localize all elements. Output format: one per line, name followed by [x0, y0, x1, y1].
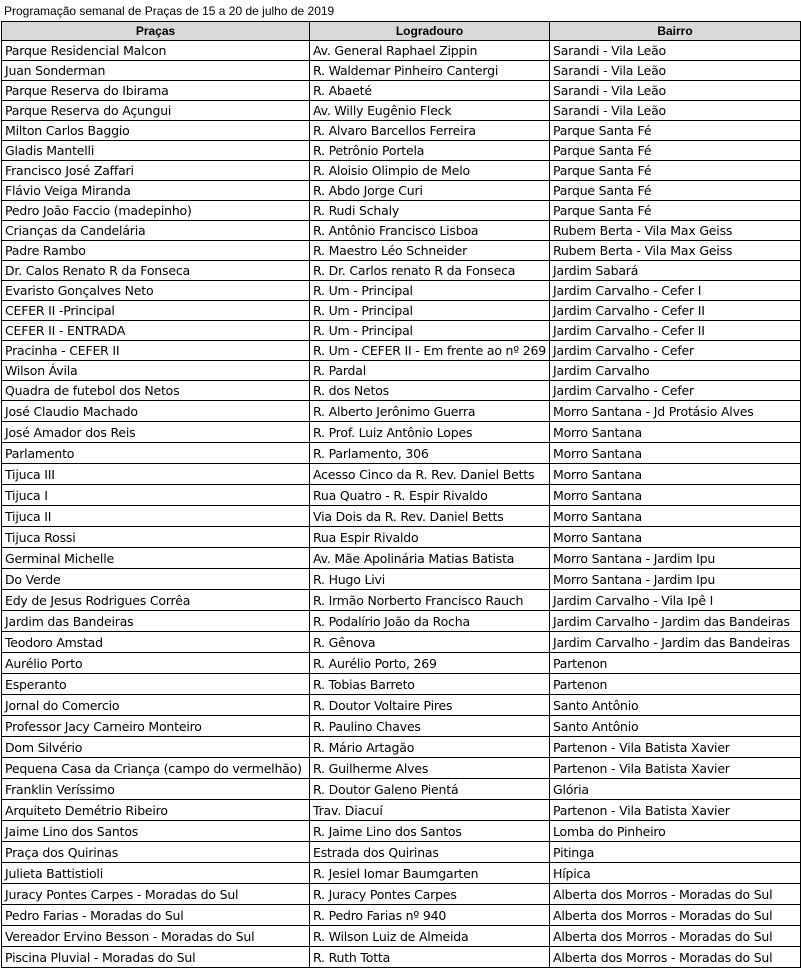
praca-cell: Pedro João Faccio (madepinho)	[2, 201, 310, 221]
bairro-cell: Jardim Carvalho - Cefer II	[550, 321, 801, 341]
praca-cell: Juracy Pontes Carpes - Moradas do Sul	[2, 884, 310, 905]
logradouro-cell: R. dos Netos	[310, 381, 550, 401]
praca-cell: Parlamento	[2, 443, 310, 464]
bairro-cell: Parque Santa Fé	[550, 181, 801, 201]
logradouro-cell: R. Doutor Galeno Pientá	[310, 779, 550, 800]
praca-cell: Francisco José Zaffari	[2, 161, 310, 181]
bairro-cell: Jardim Carvalho - Cefer II	[550, 301, 801, 321]
table-row	[2, 506, 801, 527]
bairro-cell: Jardim Carvalho - Jardim das Bandeiras	[550, 611, 801, 632]
logradouro-cell: Rua Espir Rivaldo	[310, 527, 550, 548]
header-logradouro: Logradouro	[310, 22, 550, 41]
praca-cell: Dom Silvério	[2, 737, 310, 758]
bairro-cell: Morro Santana - Jardim Ipu	[550, 548, 801, 569]
table-row	[2, 341, 801, 361]
logradouro-cell: R. Abaeté	[310, 81, 550, 101]
logradouro-cell: Trav. Diacuí	[310, 800, 550, 821]
logradouro-cell: R. Alvaro Barcellos Ferreira	[310, 121, 550, 141]
table-row	[2, 301, 801, 321]
logradouro-cell: R. Tobias Barreto	[310, 674, 550, 695]
bairro-cell: Sarandi - Vila Leão	[550, 61, 801, 81]
logradouro-cell: R. Jesiel Iomar Baumgarten	[310, 863, 550, 884]
bairro-cell: Alberta dos Morros - Moradas do Sul	[550, 926, 801, 947]
logradouro-cell: R. Prof. Luiz Antônio Lopes	[310, 422, 550, 443]
bairro-cell: Jardim Sabará	[550, 261, 801, 281]
table-row	[2, 695, 801, 716]
bairro-cell: Partenon	[550, 674, 801, 695]
logradouro-cell: Via Dois da R. Rev. Daniel Betts	[310, 506, 550, 527]
praca-cell: Arquiteto Demétrio Ribeiro	[2, 800, 310, 821]
praca-cell: Vereador Ervino Besson - Moradas do Sul	[2, 926, 310, 947]
pracas-table	[1, 21, 801, 968]
bairro-cell: Lomba do Pinheiro	[550, 821, 801, 842]
table-row	[2, 926, 801, 947]
logradouro-cell: Av. Willy Eugênio Fleck	[310, 101, 550, 121]
table-row	[2, 632, 801, 653]
bairro-cell: Alberta dos Morros - Moradas do Sul	[550, 884, 801, 905]
logradouro-cell: R. Pedro Farias nº 940	[310, 905, 550, 926]
bairro-cell: Jardim Carvalho - Cefer	[550, 381, 801, 401]
logradouro-cell: R. Wilson Luiz de Almeida	[310, 926, 550, 947]
table-row	[2, 884, 801, 905]
table-row	[2, 527, 801, 548]
logradouro-cell: R. Podalírio João da Rocha	[310, 611, 550, 632]
logradouro-cell: R. Paulino Chaves	[310, 716, 550, 737]
praca-cell: Parque Reserva do Ibirama	[2, 81, 310, 101]
bairro-cell: Morro Santana	[550, 485, 801, 506]
praca-cell: Juan Sonderman	[2, 61, 310, 81]
logradouro-cell: R. Um - Principal	[310, 281, 550, 301]
bairro-cell: Jardim Carvalho - Cefer I	[550, 281, 801, 301]
praca-cell: Gladis Mantelli	[2, 141, 310, 161]
table-row	[2, 221, 801, 241]
praca-cell: Tijuca I	[2, 485, 310, 506]
logradouro-cell: Acesso Cinco da R. Rev. Daniel Betts	[310, 464, 550, 485]
praca-cell: Padre Rambo	[2, 241, 310, 261]
logradouro-cell: R. Abdo Jorge Curi	[310, 181, 550, 201]
praca-cell: Milton Carlos Baggio	[2, 121, 310, 141]
table-row	[2, 485, 801, 506]
table-row	[2, 548, 801, 569]
table-row	[2, 758, 801, 779]
logradouro-cell: R. Irmão Norberto Francisco Rauch	[310, 590, 550, 611]
table-row	[2, 821, 801, 842]
table-row	[2, 281, 801, 301]
praca-cell: Crianças da Candelária	[2, 221, 310, 241]
table-body	[2, 41, 801, 968]
table-row	[2, 800, 801, 821]
table-row	[2, 863, 801, 884]
praca-cell: Professor Jacy Carneiro Monteiro	[2, 716, 310, 737]
logradouro-cell: R. Doutor Voltaire Pires	[310, 695, 550, 716]
table-row	[2, 653, 801, 674]
bairro-cell: Morro Santana	[550, 527, 801, 548]
praca-cell: CEFER II - ENTRADA	[2, 321, 310, 341]
table-row	[2, 737, 801, 758]
bairro-cell: Santo Antônio	[550, 695, 801, 716]
praca-cell: José Claudio Machado	[2, 401, 310, 422]
bairro-cell: Morro Santana	[550, 506, 801, 527]
praca-cell: Jaime Lino dos Santos	[2, 821, 310, 842]
table-row	[2, 443, 801, 464]
praca-cell: Parque Residencial Malcon	[2, 41, 310, 61]
praca-cell: Aurélio Porto	[2, 653, 310, 674]
table-row	[2, 201, 801, 221]
bairro-cell: Morro Santana - Jd Protásio Alves	[550, 401, 801, 422]
bairro-cell: Jardim Carvalho - Vila Ipê I	[550, 590, 801, 611]
praca-cell: Edy de Jesus Rodrigues Corrêa	[2, 590, 310, 611]
header-pracas: Praças	[2, 22, 310, 41]
bairro-cell: Morro Santana	[550, 443, 801, 464]
logradouro-cell: R. Waldemar Pinheiro Cantergi	[310, 61, 550, 81]
table-row	[2, 569, 801, 590]
table-row	[2, 181, 801, 201]
table-row	[2, 141, 801, 161]
praca-cell: Evaristo Gonçalves Neto	[2, 281, 310, 301]
praca-cell: José Amador dos Reis	[2, 422, 310, 443]
bairro-cell: Partenon - Vila Batista Xavier	[550, 737, 801, 758]
logradouro-cell: R. Guilherme Alves	[310, 758, 550, 779]
table-row	[2, 611, 801, 632]
bairro-cell: Parque Santa Fé	[550, 201, 801, 221]
logradouro-cell: Av. Mãe Apolinária Matias Batista	[310, 548, 550, 569]
logradouro-cell: R. Juracy Pontes Carpes	[310, 884, 550, 905]
praca-cell: CEFER II -Principal	[2, 301, 310, 321]
table-row	[2, 401, 801, 422]
bairro-cell: Partenon - Vila Batista Xavier	[550, 758, 801, 779]
logradouro-cell: R. Mário Artagão	[310, 737, 550, 758]
praca-cell: Jardim das Bandeiras	[2, 611, 310, 632]
table-row	[2, 121, 801, 141]
bairro-cell: Hípica	[550, 863, 801, 884]
bairro-cell: Rubem Berta - Vila Max Geiss	[550, 241, 801, 261]
praca-cell: Tijuca III	[2, 464, 310, 485]
praca-cell: Franklin Veríssimo	[2, 779, 310, 800]
praca-cell: Tijuca II	[2, 506, 310, 527]
praca-cell: Flávio Veiga Miranda	[2, 181, 310, 201]
praca-cell: Pequena Casa da Criança (campo do vermelhão)	[2, 758, 310, 779]
logradouro-cell: R. Um - CEFER II - Em frente ao nº 269	[310, 341, 550, 361]
bairro-cell: Jardim Carvalho - Cefer	[550, 341, 801, 361]
table-row	[2, 590, 801, 611]
praca-cell: Pracinha - CEFER II	[2, 341, 310, 361]
praca-cell: Germinal Michelle	[2, 548, 310, 569]
table-row	[2, 464, 801, 485]
table-row	[2, 674, 801, 695]
bairro-cell: Glória	[550, 779, 801, 800]
praca-cell: Quadra de futebol dos Netos	[2, 381, 310, 401]
praca-cell: Teodoro Amstad	[2, 632, 310, 653]
praca-cell: Tijuca Rossi	[2, 527, 310, 548]
bairro-cell: Jardim Carvalho - Jardim das Bandeiras	[550, 632, 801, 653]
praca-cell: Julieta Battistioli	[2, 863, 310, 884]
logradouro-cell: R. Dr. Carlos renato R da Fonseca	[310, 261, 550, 281]
bairro-cell: Parque Santa Fé	[550, 161, 801, 181]
logradouro-cell: R. Gênova	[310, 632, 550, 653]
table-row	[2, 101, 801, 121]
bairro-cell: Morro Santana	[550, 464, 801, 485]
logradouro-cell: R. Antônio Francisco Lisboa	[310, 221, 550, 241]
table-row	[2, 905, 801, 926]
table-row	[2, 779, 801, 800]
bairro-cell: Alberta dos Morros - Moradas do Sul	[550, 947, 801, 968]
logradouro-cell: R. Aurélio Porto, 269	[310, 653, 550, 674]
logradouro-cell: Rua Quatro - R. Espir Rivaldo	[310, 485, 550, 506]
bairro-cell: Partenon - Vila Batista Xavier	[550, 800, 801, 821]
table-row	[2, 321, 801, 341]
logradouro-cell: R. Maestro Léo Schneider	[310, 241, 550, 261]
bairro-cell: Sarandi - Vila Leão	[550, 101, 801, 121]
table-row	[2, 842, 801, 863]
bairro-cell: Parque Santa Fé	[550, 121, 801, 141]
bairro-cell: Parque Santa Fé	[550, 141, 801, 161]
logradouro-cell: Estrada dos Quirinas	[310, 842, 550, 863]
bairro-cell: Sarandi - Vila Leão	[550, 81, 801, 101]
bairro-cell: Jardim Carvalho	[550, 361, 801, 381]
logradouro-cell: R. Alberto Jerônimo Guerra	[310, 401, 550, 422]
logradouro-cell: R. Jaime Lino dos Santos	[310, 821, 550, 842]
praca-cell: Dr. Calos Renato R da Fonseca	[2, 261, 310, 281]
table-header-row	[2, 22, 801, 41]
logradouro-cell: Av. General Raphael Zippin	[310, 41, 550, 61]
table-row	[2, 381, 801, 401]
bairro-cell: Partenon	[550, 653, 801, 674]
logradouro-cell: R. Pardal	[310, 361, 550, 381]
logradouro-cell: R. Rudi Schaly	[310, 201, 550, 221]
page-title: Programação semanal de Praças de 15 a 20 de julho de 2019	[4, 4, 335, 18]
table-row	[2, 161, 801, 181]
logradouro-cell: R. Aloisio Olimpio de Melo	[310, 161, 550, 181]
bairro-cell: Pitinga	[550, 842, 801, 863]
praca-cell: Praça dos Quirinas	[2, 842, 310, 863]
praca-cell: Pedro Farias - Moradas do Sul	[2, 905, 310, 926]
bairro-cell: Rubem Berta - Vila Max Geiss	[550, 221, 801, 241]
logradouro-cell: R. Um - Principal	[310, 301, 550, 321]
bairro-cell: Morro Santana - Jardim Ipu	[550, 569, 801, 590]
praca-cell: Esperanto	[2, 674, 310, 695]
table-row	[2, 241, 801, 261]
logradouro-cell: R. Parlamento, 306	[310, 443, 550, 464]
table-row	[2, 422, 801, 443]
table-row	[2, 716, 801, 737]
praca-cell: Parque Reserva do Açungui	[2, 101, 310, 121]
logradouro-cell: R. Um - Principal	[310, 321, 550, 341]
bairro-cell: Alberta dos Morros - Moradas do Sul	[550, 905, 801, 926]
praca-cell: Piscina Pluvial - Moradas do Sul	[2, 947, 310, 968]
praca-cell: Jornal do Comercio	[2, 695, 310, 716]
logradouro-cell: R. Ruth Totta	[310, 947, 550, 968]
table-row	[2, 61, 801, 81]
bairro-cell: Santo Antônio	[550, 716, 801, 737]
table-row	[2, 361, 801, 381]
table-row	[2, 947, 801, 968]
logradouro-cell: R. Petrônio Portela	[310, 141, 550, 161]
praca-cell: Do Verde	[2, 569, 310, 590]
praca-cell: Wilson Ávila	[2, 361, 310, 381]
table-row	[2, 41, 801, 61]
table-row	[2, 81, 801, 101]
logradouro-cell: R. Hugo Livi	[310, 569, 550, 590]
bairro-cell: Morro Santana	[550, 422, 801, 443]
bairro-cell: Sarandi - Vila Leão	[550, 41, 801, 61]
table-row	[2, 261, 801, 281]
header-bairro: Bairro	[550, 22, 801, 41]
